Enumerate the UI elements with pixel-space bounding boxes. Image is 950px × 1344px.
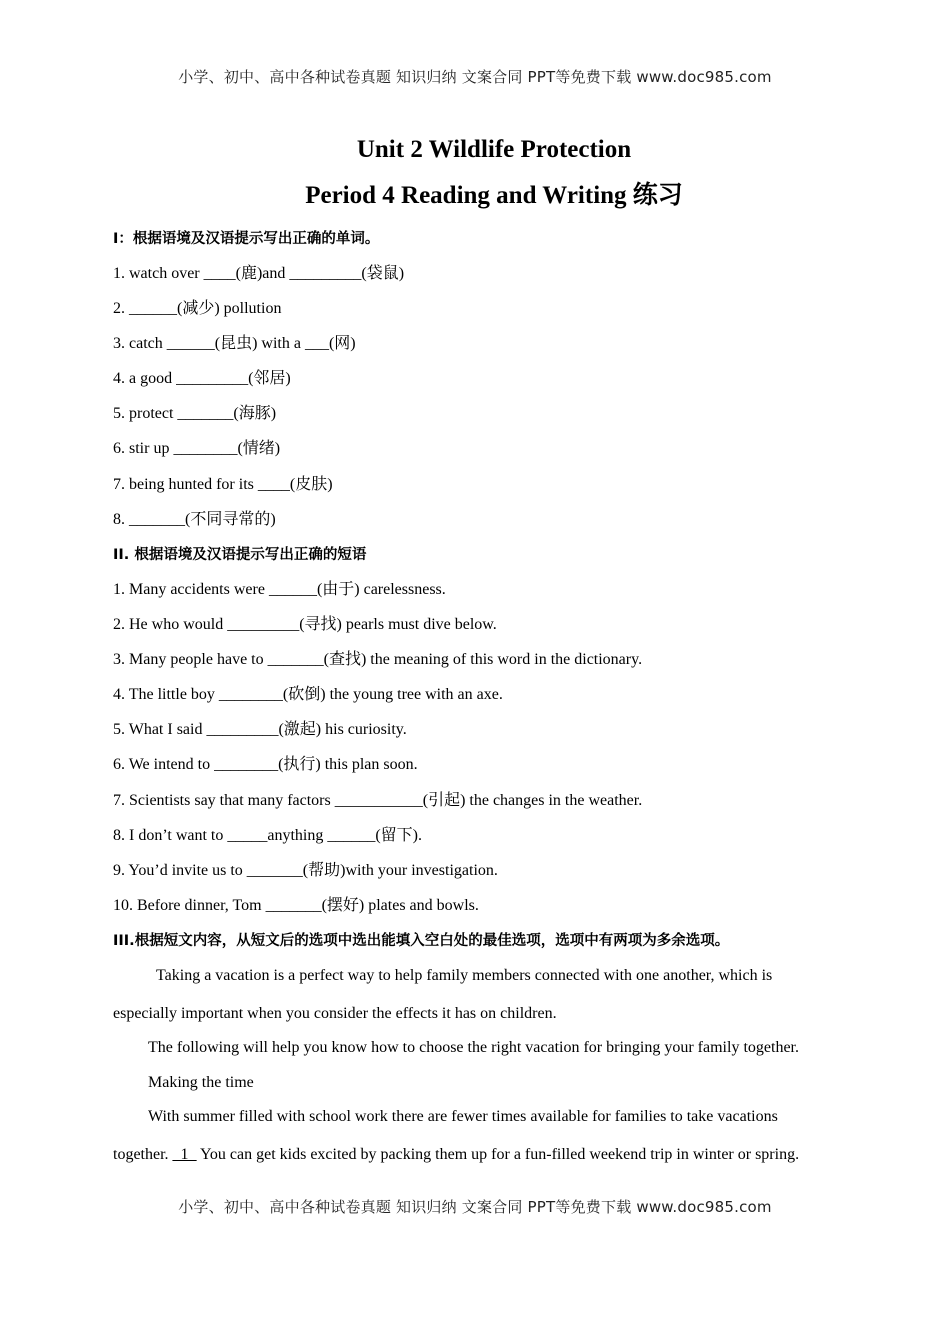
section-2-item: 10. Before dinner, Tom _______(摆好) plates and bowls.: [113, 897, 479, 914]
section-2-item: 8. I don’t want to _____anything ______(留下).: [113, 827, 423, 844]
section-1-item: 4. a good _________(邻居): [113, 370, 291, 387]
header-banner: 小学、初中、高中各种试卷真题 知识归纳 文案合同 PPT等免费下载 www.doc985.com: [178, 68, 772, 86]
passage-line: Taking a vacation is a perfect way to help family members connected with one another, which is: [156, 967, 773, 984]
passage-text: You can get kids excited by packing them up for a fun-filled weekend trip in winter or spring.: [196, 1146, 800, 1163]
passage-line: [113, 1145, 799, 1165]
passage-subheading: Making the time: [148, 1074, 254, 1091]
page-subtitle: Period 4 Reading and Writing 练习: [305, 182, 683, 209]
section-2-item: 7. Scientists say that many factors ___________(引起) the changes in the weather.: [113, 792, 643, 809]
section-1-item: 2. ______(减少) pollution: [113, 300, 282, 317]
section-2-item: 4. The little boy ________(砍倒) the young tree with an axe.: [113, 686, 503, 703]
blank-1: _1_: [172, 1146, 197, 1163]
section-2-heading: II. 根据语境及汉语提示写出正确的短语: [113, 547, 367, 563]
section-3-heading: III.根据短文内容，从短文后的选项中选出能填入空白处的最佳选项，选项中有两项为多余选项。: [113, 933, 730, 949]
passage-line: The following will help you know how to choose the right vacation for bringing your family together.: [148, 1039, 799, 1056]
section-2-item: 2. He who would _________(寻找) pearls must dive below.: [113, 616, 497, 633]
section-2-item: 9. You’d invite us to _______(帮助)with your investigation.: [113, 862, 498, 879]
footer-banner: 小学、初中、高中各种试卷真题 知识归纳 文案合同 PPT等免费下载 www.doc985.com: [178, 1198, 772, 1216]
passage-line: With summer filled with school work there are fewer times available for families to take vacations: [148, 1108, 778, 1125]
section-2-item: 5. What I said _________(激起) his curiosity.: [113, 721, 407, 738]
section-2-item: 6. We intend to ________(执行) this plan soon.: [113, 756, 418, 773]
section-1-item: 7. being hunted for its ____(皮肤): [113, 476, 333, 493]
passage-text: together.: [113, 1146, 173, 1163]
section-1-item: 5. protect _______(海豚): [113, 405, 277, 422]
section-1-item: 8. _______(不同寻常的): [113, 511, 276, 528]
page-title: Unit 2 Wildlife Protection: [356, 136, 632, 163]
section-1-item: 3. catch ______(昆虫) with a ___(网): [113, 335, 356, 352]
passage-line: especially important when you consider the effects it has on children.: [113, 1005, 557, 1022]
section-1-heading: I：根据语境及汉语提示写出正确的单词。: [113, 231, 380, 247]
section-2-item: 3. Many people have to _______(查找) the meaning of this word in the dictionary.: [113, 651, 643, 668]
section-2-item: 1. Many accidents were ______(由于) carelessness.: [113, 581, 446, 598]
section-1-item: 1. watch over ____(鹿)and _________(袋鼠): [113, 265, 405, 282]
section-1-item: 6. stir up ________(情绪): [113, 440, 281, 457]
